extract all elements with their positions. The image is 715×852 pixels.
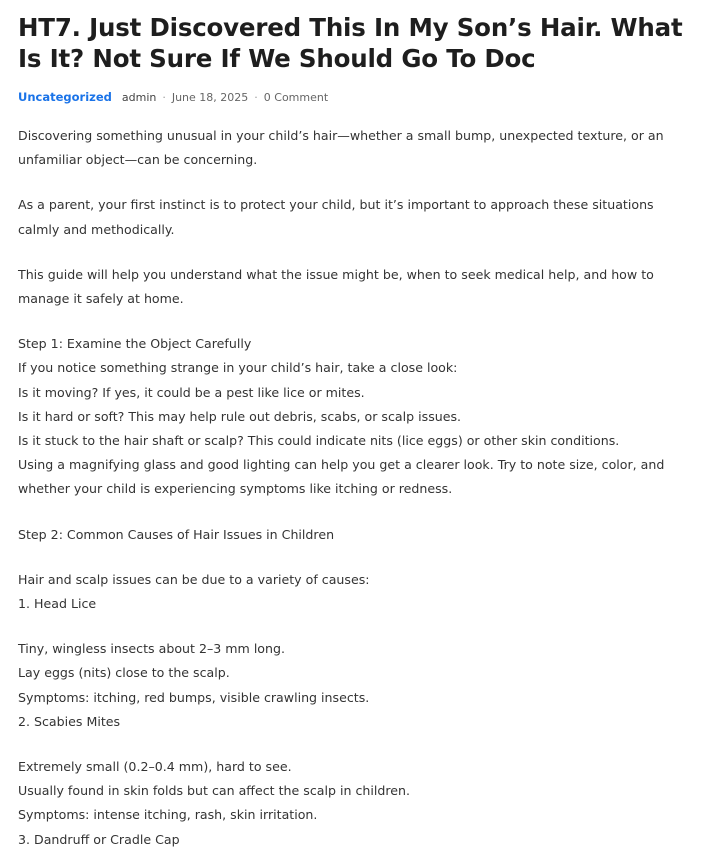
- cause-heading: 2. Scabies Mites: [18, 713, 121, 729]
- text-line: Is it moving? If yes, it could be a pest like lice or mites.: [18, 384, 365, 400]
- text-line: Extremely small (0.2–0.4 mm), hard to see.: [18, 759, 292, 775]
- text-line: Is it stuck to the hair shaft or scalp? This could indicate nits (lice eggs) or other skin conditions.: [18, 433, 620, 449]
- post-meta: [18, 90, 697, 104]
- text-line: Lay eggs (nits) close to the scalp.: [18, 665, 230, 681]
- author-link[interactable]: admin: [121, 90, 157, 104]
- text-line: If you notice something strange in your child’s hair, take a close look:: [18, 360, 458, 376]
- post-date: June 18, 2025: [171, 90, 249, 104]
- paragraph: This guide will help you understand what the issue might be, when to seek medical help, and how to manage it safely at home.: [18, 266, 654, 307]
- text-line: Hair and scalp issues can be due to a variety of causes:: [18, 571, 370, 587]
- paragraph: Discovering something unusual in your child’s hair—whether a small bump, unexpected texture, or an unfamiliar object—can be concerning.: [18, 128, 664, 168]
- step-heading: Step 2: Common Causes of Hair Issues in Children: [18, 526, 335, 542]
- category-link[interactable]: Uncategorized: [18, 90, 112, 104]
- text-line: Using a magnifying glass and good lighting can help you get a clearer look. Try to note size, color, and whether your child is experiencing symptoms like itching or redness.: [18, 457, 665, 497]
- meta-separator: ·: [254, 90, 258, 104]
- text-line: Symptoms: intense itching, rash, skin irritation.: [18, 807, 318, 823]
- text-line: Usually found in skin folds but can affect the scalp in children.: [18, 783, 410, 799]
- text-line: Tiny, wingless insects about 2–3 mm long.: [18, 641, 285, 657]
- text-line: Symptoms: itching, red bumps, visible crawling insects.: [18, 689, 370, 705]
- post-content: [18, 124, 697, 852]
- comment-count-link[interactable]: 0 Comment: [263, 90, 329, 104]
- step-heading: Step 1: Examine the Object Carefully: [18, 336, 252, 352]
- cause-heading: 1. Head Lice: [18, 596, 97, 612]
- post-title: HT7. Just Discovered This In My Son’s Hair. What Is It? Not Sure If We Should Go To Doc: [18, 13, 683, 73]
- cause-heading: 3. Dandruff or Cradle Cap: [18, 831, 180, 847]
- meta-separator: ·: [162, 90, 166, 104]
- paragraph: As a parent, your first instinct is to protect your child, but it’s important to approach these situations calmly and methodically.: [18, 197, 654, 237]
- text-line: Is it hard or soft? This may help rule out debris, scabs, or scalp issues.: [18, 408, 462, 424]
